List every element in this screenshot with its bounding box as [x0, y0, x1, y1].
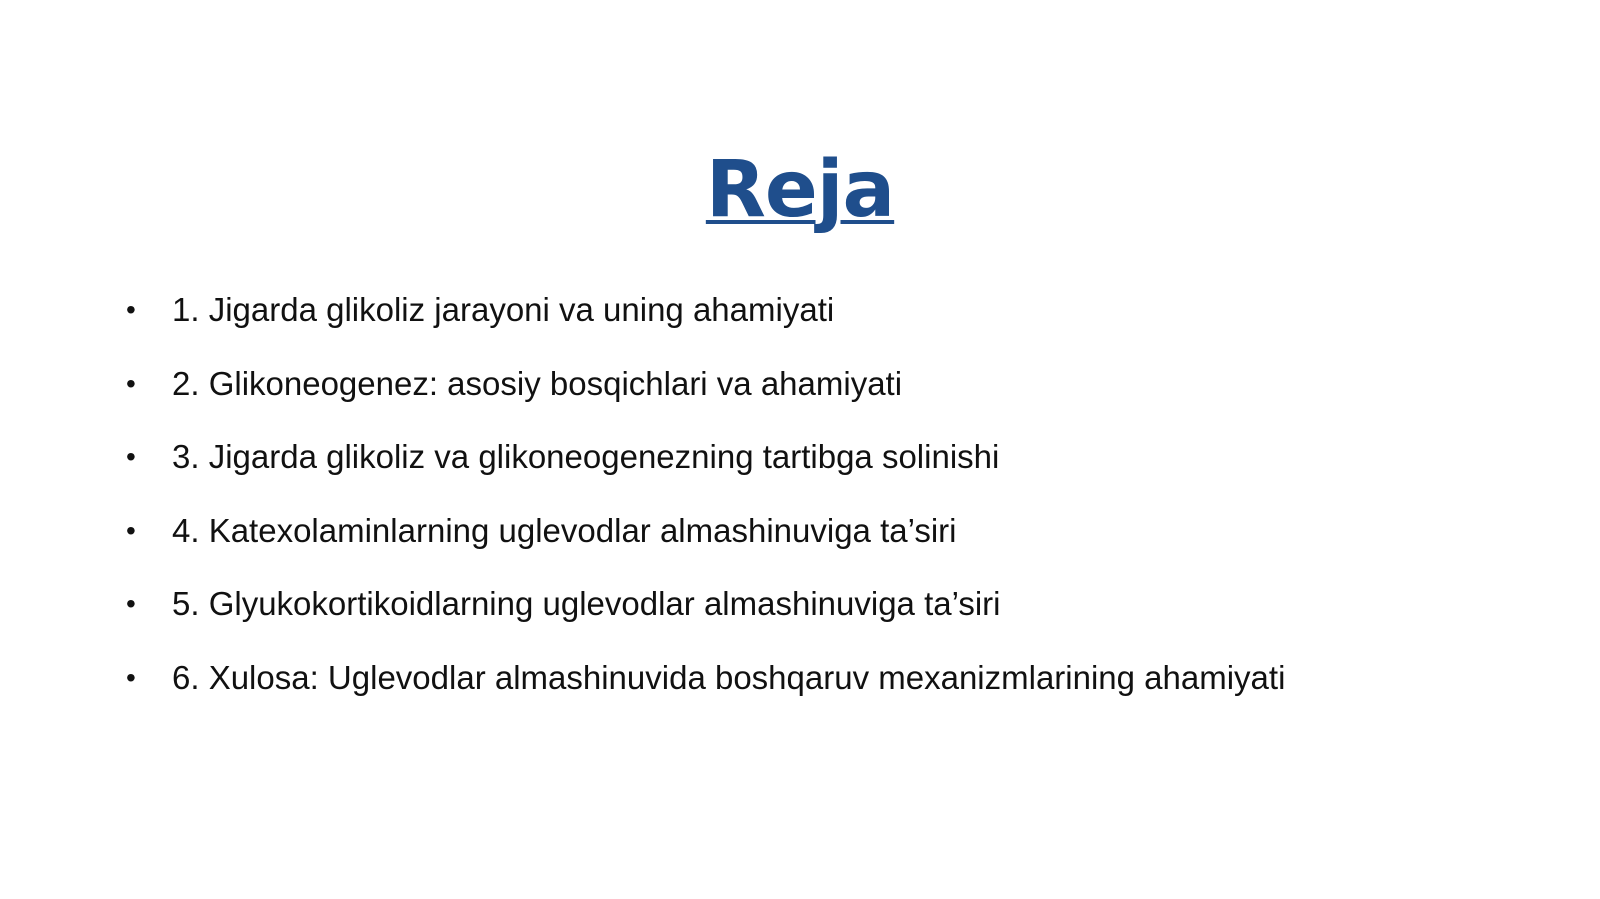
agenda-item-1 — [0, 280, 1600, 354]
agenda-item-text: 3. Jigarda glikoliz va glikoneogenezning tartibga solinishi — [172, 438, 1000, 475]
bullet-icon: • — [126, 514, 136, 546]
agenda-item-6 — [0, 648, 1600, 722]
bullet-icon: • — [126, 441, 136, 472]
agenda-item-5 — [0, 574, 1600, 648]
bullet-icon: • — [126, 588, 136, 619]
slide-title-text: Reja — [705, 145, 895, 235]
bullet-icon: • — [126, 294, 136, 325]
agenda-item-text: 6. Xulosa: Uglevodlar almashinuvida boshqaruv mexanizmlarining ahamiyati — [172, 658, 1286, 696]
agenda-item-text: 5. Glyukokortikoidlarning uglevodlar almashinuviga ta’siri — [172, 585, 1001, 622]
slide-title — [0, 140, 1600, 240]
agenda-item-4 — [0, 501, 1600, 575]
agenda-list — [0, 280, 1600, 721]
agenda-item-text: 2. Glikoneogenez: asosiy bosqichlari va ahamiyati — [172, 364, 903, 402]
bullet-icon: • — [126, 367, 136, 399]
bullet-icon: • — [126, 661, 136, 693]
agenda-item-3 — [0, 427, 1600, 501]
agenda-item-text: 1. Jigarda glikoliz jarayoni va uning ahamiyati — [172, 291, 835, 328]
agenda-item-text: 4. Katexolaminlarning uglevodlar almashinuviga ta’siri — [172, 511, 957, 549]
agenda-item-2 — [0, 354, 1600, 428]
